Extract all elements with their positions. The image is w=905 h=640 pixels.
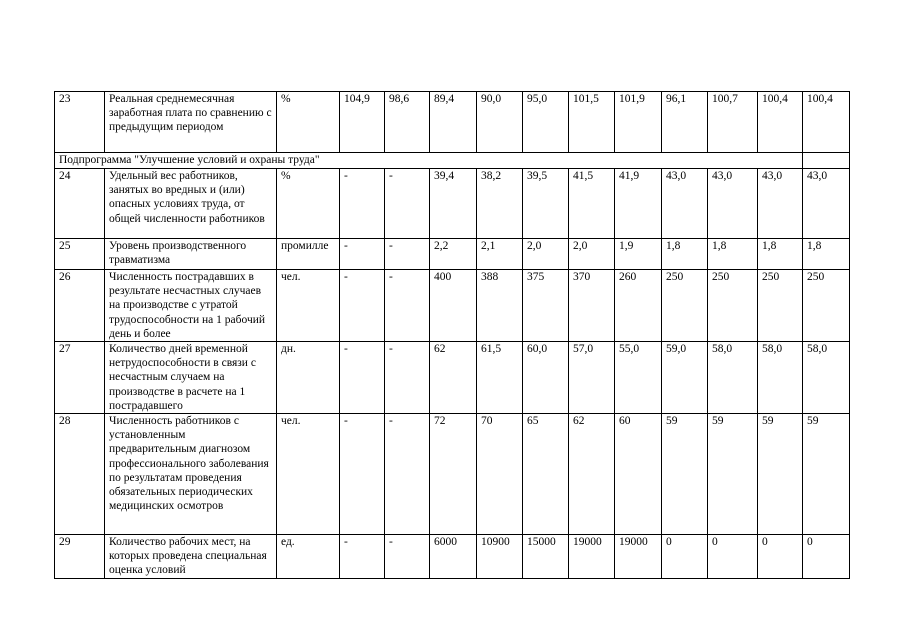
value-cell: 375	[523, 270, 569, 342]
value-cell: 6000	[430, 535, 477, 579]
value-cell: 65	[523, 414, 569, 535]
table-row	[55, 414, 850, 535]
value-cell: 57,0	[569, 342, 615, 414]
row-number: 26	[55, 270, 105, 342]
table-row	[55, 92, 850, 153]
value-cell: 250	[662, 270, 708, 342]
value-cell: 61,5	[477, 342, 523, 414]
value-cell: -	[385, 342, 430, 414]
row-number: 27	[55, 342, 105, 414]
table-body	[55, 92, 850, 579]
value-cell: 1,8	[708, 239, 758, 270]
subprogram-title: Подпрограмма "Улучшение условий и охраны труда"	[55, 153, 803, 169]
value-cell: 250	[803, 270, 850, 342]
value-cell: 95,0	[523, 92, 569, 153]
value-cell: 370	[569, 270, 615, 342]
table-row	[55, 169, 850, 239]
unit-cell: %	[277, 169, 340, 239]
value-cell: 62	[569, 414, 615, 535]
value-cell: 2,1	[477, 239, 523, 270]
value-cell: 1,8	[662, 239, 708, 270]
row-number: 29	[55, 535, 105, 579]
value-cell: 60	[615, 414, 662, 535]
value-cell: 101,9	[615, 92, 662, 153]
value-cell: 41,9	[615, 169, 662, 239]
indicator-name: Численность пострадавших в результате несчастных случаев на производстве с утратой трудоспособности на 1 рабочий день и более	[105, 270, 277, 342]
value-cell: 2,2	[430, 239, 477, 270]
value-cell: 2,0	[569, 239, 615, 270]
value-cell: 100,7	[708, 92, 758, 153]
table-row	[55, 535, 850, 579]
value-cell: 19000	[569, 535, 615, 579]
value-cell: 260	[615, 270, 662, 342]
value-cell: 100,4	[803, 92, 850, 153]
value-cell: 43,0	[708, 169, 758, 239]
value-cell: 0	[662, 535, 708, 579]
value-cell: 55,0	[615, 342, 662, 414]
value-cell: 19000	[615, 535, 662, 579]
value-cell: 1,8	[758, 239, 803, 270]
empty-cell	[803, 153, 850, 169]
indicator-name: Численность работников с установленным предварительным диагнозом профессионального заболевания по результатам проведения обязательных периодических медицинских осмотров	[105, 414, 277, 535]
value-cell: -	[340, 535, 385, 579]
value-cell: -	[340, 270, 385, 342]
unit-cell: чел.	[277, 414, 340, 535]
value-cell: 58,0	[803, 342, 850, 414]
value-cell: 39,4	[430, 169, 477, 239]
value-cell: 43,0	[803, 169, 850, 239]
value-cell: -	[340, 239, 385, 270]
value-cell: 41,5	[569, 169, 615, 239]
indicators-table	[54, 91, 850, 579]
row-number: 28	[55, 414, 105, 535]
value-cell: 101,5	[569, 92, 615, 153]
value-cell: 1,8	[803, 239, 850, 270]
row-number: 23	[55, 92, 105, 153]
value-cell: 1,9	[615, 239, 662, 270]
value-cell: 250	[758, 270, 803, 342]
value-cell: 0	[758, 535, 803, 579]
value-cell: 400	[430, 270, 477, 342]
value-cell: 90,0	[477, 92, 523, 153]
indicator-name: Количество дней временной нетрудоспособности в связи с несчастным случаем на производстве в расчете на 1 пострадавшего	[105, 342, 277, 414]
indicator-name: Реальная среднемесячная заработная плата по сравнению с предыдущим периодом	[105, 92, 277, 153]
unit-cell: дн.	[277, 342, 340, 414]
value-cell: 58,0	[758, 342, 803, 414]
row-number: 24	[55, 169, 105, 239]
value-cell: 96,1	[662, 92, 708, 153]
value-cell: 100,4	[758, 92, 803, 153]
value-cell: -	[340, 342, 385, 414]
value-cell: 0	[708, 535, 758, 579]
value-cell: 59,0	[662, 342, 708, 414]
value-cell: 43,0	[758, 169, 803, 239]
value-cell: 15000	[523, 535, 569, 579]
value-cell: -	[385, 535, 430, 579]
table-subheader-row	[55, 153, 850, 169]
value-cell: -	[385, 239, 430, 270]
value-cell: 0	[803, 535, 850, 579]
unit-cell: промилле	[277, 239, 340, 270]
table-row	[55, 270, 850, 342]
unit-cell: %	[277, 92, 340, 153]
unit-cell: чел.	[277, 270, 340, 342]
value-cell: 98,6	[385, 92, 430, 153]
value-cell: 60,0	[523, 342, 569, 414]
value-cell: 72	[430, 414, 477, 535]
indicator-name: Удельный вес работников, занятых во вредных и (или) опасных условиях труда, от общей численности работников	[105, 169, 277, 239]
value-cell: 388	[477, 270, 523, 342]
value-cell: 2,0	[523, 239, 569, 270]
value-cell: 59	[758, 414, 803, 535]
value-cell: 38,2	[477, 169, 523, 239]
row-number: 25	[55, 239, 105, 270]
value-cell: -	[385, 270, 430, 342]
indicator-name: Количество рабочих мест, на которых проведена специальная оценка условий	[105, 535, 277, 579]
value-cell: 39,5	[523, 169, 569, 239]
value-cell: -	[340, 414, 385, 535]
unit-cell: ед.	[277, 535, 340, 579]
value-cell: 59	[803, 414, 850, 535]
value-cell: 104,9	[340, 92, 385, 153]
value-cell: 62	[430, 342, 477, 414]
table-row	[55, 239, 850, 270]
value-cell: 43,0	[662, 169, 708, 239]
indicator-name: Уровень производственного травматизма	[105, 239, 277, 270]
value-cell: 59	[662, 414, 708, 535]
value-cell: 59	[708, 414, 758, 535]
value-cell: 10900	[477, 535, 523, 579]
value-cell: 89,4	[430, 92, 477, 153]
value-cell: 250	[708, 270, 758, 342]
value-cell: 70	[477, 414, 523, 535]
table-row	[55, 342, 850, 414]
value-cell: 58,0	[708, 342, 758, 414]
value-cell: -	[385, 414, 430, 535]
value-cell: -	[385, 169, 430, 239]
value-cell: -	[340, 169, 385, 239]
